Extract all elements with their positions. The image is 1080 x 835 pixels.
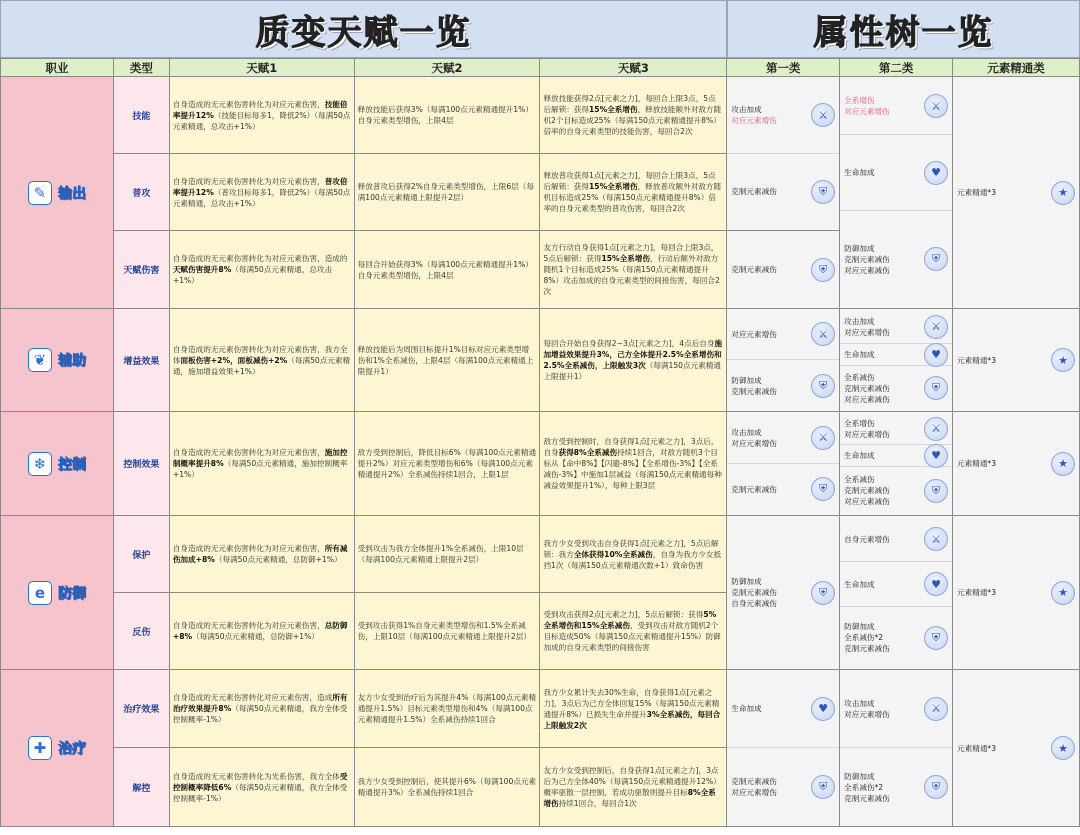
attribute-text: 克制元素减伤 bbox=[731, 777, 777, 786]
heart-icon: ♥ bbox=[924, 444, 948, 468]
talent-t2: 友方少女受到治疗后为其提升4%（每满100点元素精通提升1.5%）目标元素类型增伤和4%（每满100点元素精通提升1.5%）全系减伤持续1回合 bbox=[354, 670, 540, 748]
attribute-mastery bbox=[953, 77, 1080, 309]
sword-icon: ⚔ bbox=[924, 417, 948, 441]
mastery-label: 元素精通*3 bbox=[957, 743, 997, 753]
job-cell bbox=[1, 77, 114, 309]
attribute-label bbox=[731, 703, 761, 714]
star-icon: ★ bbox=[1051, 452, 1075, 476]
attribute-text: 全系减伤 bbox=[844, 372, 875, 382]
attribute-node bbox=[727, 231, 839, 308]
attribute-cat2 bbox=[840, 309, 953, 412]
attribute-text: 对应元素减伤 bbox=[844, 497, 890, 506]
talent-type: 解控 bbox=[113, 748, 169, 827]
talent-t2: 受到攻击为我方全体提升1%全系减伤，上限10层（每满100点元素精通上限提升2层） bbox=[354, 516, 540, 593]
talent-t1: 自身造成的无元素伤害转化为对应元素伤害，我方全体面板伤害+2%，面板减伤+2%（每满50点元素精通，施加增益效果+1%） bbox=[169, 309, 354, 412]
attribute-text: 对应元素增伤 bbox=[731, 788, 777, 797]
talent-row bbox=[1, 77, 1080, 154]
attribute-label bbox=[731, 186, 777, 197]
attribute-mastery bbox=[953, 670, 1080, 827]
column-header: 天赋1 bbox=[169, 59, 354, 77]
shield-icon: ⛨ bbox=[811, 180, 835, 204]
heart-icon: ♥ bbox=[924, 161, 948, 185]
attribute-label bbox=[731, 264, 777, 275]
attribute-node bbox=[840, 78, 952, 135]
attribute-label bbox=[844, 316, 890, 338]
attribute-text: 克制元素减伤 bbox=[731, 265, 777, 274]
attribute-cat2 bbox=[840, 412, 953, 516]
attribute-banner bbox=[727, 0, 1080, 58]
talent-row bbox=[1, 516, 1080, 593]
attribute-label bbox=[731, 776, 777, 798]
column-header: 天赋3 bbox=[540, 59, 727, 77]
star-icon: ★ bbox=[1051, 736, 1075, 760]
quill-icon: ✎ bbox=[28, 181, 52, 205]
talent-type: 天赋伤害 bbox=[113, 231, 169, 309]
shield-e-icon: e bbox=[28, 581, 52, 605]
attribute-text: 生命加成 bbox=[844, 579, 875, 589]
attribute-label bbox=[844, 418, 890, 440]
shield-icon: ⛨ bbox=[924, 626, 948, 650]
attribute-text: 生命加成 bbox=[844, 168, 875, 177]
attribute-label bbox=[731, 375, 777, 397]
attribute-text: 对应元素增伤 bbox=[844, 327, 890, 337]
attribute-text: 克制元素减伤 bbox=[844, 793, 890, 803]
attribute-label bbox=[844, 698, 890, 720]
attribute-text: 防御加成 bbox=[844, 622, 875, 631]
attribute-text: 克制元素减伤 bbox=[731, 386, 777, 396]
talent-t2: 受到攻击获得1%自身元素类型增伤和1.5%全系减伤，上限10层（每满100点元素精通上限提升2层） bbox=[354, 593, 540, 670]
attribute-text: 全系减伤*2 bbox=[844, 782, 884, 792]
column-header: 第二类 bbox=[840, 59, 953, 77]
talent-type: 治疗效果 bbox=[113, 670, 169, 748]
job-cell bbox=[1, 516, 114, 670]
attribute-node bbox=[840, 467, 952, 514]
attribute-cat1 bbox=[727, 231, 840, 309]
attribute-label bbox=[844, 771, 890, 804]
talent-banner bbox=[0, 0, 727, 58]
attribute-label bbox=[731, 104, 777, 126]
talent-t2: 释放普攻后获得2%自身元素类型增伤，上限6层（每满100点元素精通上限提升2层） bbox=[354, 154, 540, 231]
heart-icon: ♥ bbox=[811, 697, 835, 721]
talent-t3: 我方少女累计失去30%生命，自身获得1点[元素之力]，3点后为己方全体回复15%（每满150点元素精通提升8%）已损失生命并提升3%全系减伤，每回合上限触发2次 bbox=[540, 670, 727, 748]
heart-icon: ♥ bbox=[924, 343, 948, 367]
attribute-label bbox=[844, 372, 890, 405]
attribute-text: 对应元素增伤 bbox=[844, 429, 890, 439]
attribute-node bbox=[840, 310, 952, 344]
attribute-text: 防御加成 bbox=[731, 577, 762, 586]
attribute-text: 对应元素减伤 bbox=[844, 394, 890, 404]
attribute-text: 克制元素减伤 bbox=[844, 644, 890, 653]
attribute-node bbox=[840, 135, 952, 211]
sword-icon: ⚔ bbox=[924, 697, 948, 721]
mastery-label: 元素精通*3 bbox=[957, 355, 997, 365]
talent-t3: 受到攻击获得2点[元素之力]，5点后解锁：获得5%全系增伤和15%全系减伤，受到攻击对敌方随机2个目标造成50%（每满150点元素精通提升15%）防御加成的自身元素类型的间接伤害 bbox=[540, 593, 727, 670]
attribute-label bbox=[731, 427, 777, 449]
attribute-text: 自身元素增伤 bbox=[844, 534, 890, 544]
talent-t1: 自身造成的无元素伤害转化为对应元素伤害，所有减伤加成+8%（每满50点元素精通，总防御+1%） bbox=[169, 516, 354, 593]
talent-t2: 每回合开始获得3%（每满100点元素精通提升1%）自身元素类型增伤，上限4层 bbox=[354, 231, 540, 309]
attribute-text: 对应元素减伤 bbox=[844, 265, 890, 275]
attribute-cat1 bbox=[727, 670, 840, 827]
column-header: 元素精通类 bbox=[953, 59, 1080, 77]
attribute-mastery bbox=[953, 516, 1080, 670]
attribute-text: 全系增伤 bbox=[844, 418, 875, 428]
attribute-node bbox=[727, 464, 839, 515]
sword-icon: ⚔ bbox=[811, 426, 835, 450]
attribute-text: 生命加成 bbox=[844, 350, 875, 359]
shield-icon: ⛨ bbox=[811, 581, 835, 605]
attribute-label bbox=[844, 474, 890, 507]
attribute-text: 防御加成 bbox=[731, 375, 762, 385]
talent-t1: 自身造成的无元素伤害转化为光系伤害，我方全体受控制概率降低6%（每满50点元素精通，我方全体受控制概率-1%） bbox=[169, 748, 354, 827]
talent-t3: 友方少女受到控制后，自身获得1点[元素之力]，3点后为己方全体40%（每满150点元素精通提升12%）概率驱散一层控制，若成功驱散则提升目标8%全系增伤持续1回合，每回合1次 bbox=[540, 748, 727, 827]
attribute-label bbox=[731, 576, 777, 609]
talent-type: 保护 bbox=[113, 516, 169, 593]
attribute-node bbox=[840, 670, 952, 748]
attribute-text: 生命加成 bbox=[844, 451, 875, 460]
attribute-text: 克制元素减伤 bbox=[731, 588, 777, 597]
attribute-mastery bbox=[953, 412, 1080, 516]
attribute-cat1 bbox=[727, 77, 840, 231]
attribute-cat1 bbox=[727, 309, 840, 412]
attribute-text: 全系减伤 bbox=[844, 475, 875, 484]
job-cell bbox=[1, 309, 114, 412]
attribute-text: 攻击加成 bbox=[731, 427, 762, 437]
attribute-text: 克制元素减伤 bbox=[844, 254, 890, 264]
attribute-text: 攻击加成 bbox=[844, 316, 875, 326]
attribute-node bbox=[840, 344, 952, 366]
attribute-mastery bbox=[953, 309, 1080, 412]
star-icon: ★ bbox=[1051, 581, 1075, 605]
attribute-node bbox=[840, 366, 952, 410]
attribute-text: 对应元素增伤 bbox=[731, 116, 777, 125]
attribute-cat1 bbox=[727, 516, 840, 670]
sword-icon: ⚔ bbox=[924, 94, 948, 118]
column-header: 职业 bbox=[1, 59, 114, 77]
talent-type: 控制效果 bbox=[113, 412, 169, 516]
mastery-node bbox=[953, 581, 1079, 605]
talent-type: 反伤 bbox=[113, 593, 169, 670]
attribute-text: 对应元素增伤 bbox=[731, 329, 777, 339]
shield-icon: ⛨ bbox=[811, 258, 835, 282]
attribute-text: 全系减伤*2 bbox=[844, 633, 884, 642]
talent-t3: 释放技能获得2点[元素之力]，每回合上限3点，5点后解锁：获得15%全系增伤，释放技能额外对敌方随机2个目标造成25%（每满150点元素精通提升8%）倍率的自身元素类型的技能伤害，每回合2次 bbox=[540, 77, 727, 154]
talent-t2: 释放技能后为周围目标提升1%目标对应元素类型增伤和1%全系减伤，上限4层（每满100点元素精通上限提升1） bbox=[354, 309, 540, 412]
attribute-node bbox=[727, 516, 839, 669]
talent-type: 普攻 bbox=[113, 154, 169, 231]
star-icon: ★ bbox=[1051, 348, 1075, 372]
attribute-label bbox=[844, 534, 890, 545]
snowflake-icon: ❄ bbox=[28, 452, 52, 476]
shield-icon: ⛨ bbox=[924, 479, 948, 503]
attribute-text: 攻击加成 bbox=[844, 698, 875, 708]
talent-t2: 释放技能后获得3%（每满100点元素精通提升1%）自身元素类型增伤，上限4层 bbox=[354, 77, 540, 154]
talent-t3: 敌方受到控制时，自身获得1点[元素之力]，3点后，自身获得8%全系减伤持续1回合，对敌方随机3个目标从【命中8%】【闪避-8%】【全系增伤-3%】【全系减伤-3%】中施加1层减益（每满150点元素精通每种减益效果提升1%），每种上限3层 bbox=[540, 412, 727, 516]
attribute-label bbox=[844, 621, 890, 654]
wings-icon: ❦ bbox=[28, 348, 52, 372]
sword-icon: ⚔ bbox=[924, 527, 948, 551]
shield-icon: ⛨ bbox=[924, 247, 948, 271]
talent-t1: 自身造成的无元素伤害转化对应元素伤害，造成所有治疗效果提升8%（每满50点元素精通，我方全体受控制概率-1%） bbox=[169, 670, 354, 748]
attribute-node bbox=[727, 748, 839, 826]
job-name: 控制 bbox=[57, 456, 86, 473]
shield-icon: ⛨ bbox=[811, 775, 835, 799]
header-row bbox=[1, 59, 1080, 77]
attribute-label bbox=[844, 243, 890, 276]
shield-icon: ⛨ bbox=[811, 477, 835, 501]
talent-row bbox=[1, 670, 1080, 748]
attribute-node bbox=[727, 154, 839, 230]
attribute-label bbox=[844, 167, 874, 178]
talent-table bbox=[0, 58, 1080, 827]
attribute-node bbox=[727, 78, 839, 154]
talent-t3: 友方行动自身获得1点[元素之力]，每回合上限3点，5点后解锁：获得15%全系增伤，行动后额外对敌方随机1个目标造成25%（每满150点元素精通提升8%）攻击加成的自身元素类型的间接伤害，每回合2次 bbox=[540, 231, 727, 309]
attribute-node bbox=[727, 309, 839, 360]
job-cell bbox=[1, 412, 114, 516]
attribute-node bbox=[840, 562, 952, 607]
heart-icon: ♥ bbox=[924, 572, 948, 596]
attribute-cat1 bbox=[727, 412, 840, 516]
talent-t3: 每回合开始自身获得2~3点[元素之力]，4点后自身施加增益效果提升3%，己方全体提升2.5%全系增伤和2.5%全系减伤，上限触发3次（每满150点元素精通上限提升1） bbox=[540, 309, 727, 412]
attribute-text: 对应元素增伤 bbox=[844, 107, 890, 116]
attribute-label bbox=[731, 329, 777, 340]
attribute-cat2 bbox=[840, 77, 953, 309]
attribute-label bbox=[844, 450, 874, 461]
shield-icon: ⛨ bbox=[924, 775, 948, 799]
attribute-text: 对应元素增伤 bbox=[731, 438, 777, 448]
attribute-text: 攻击加成 bbox=[731, 105, 762, 114]
attribute-node bbox=[727, 360, 839, 411]
talent-row bbox=[1, 412, 1080, 516]
attribute-cat2 bbox=[840, 516, 953, 670]
attribute-node bbox=[727, 413, 839, 464]
attribute-text: 生命加成 bbox=[731, 704, 762, 713]
attribute-text: 防御加成 bbox=[844, 243, 875, 253]
talent-banner-title: 质变天赋一览 bbox=[255, 12, 472, 53]
attribute-node bbox=[840, 211, 952, 307]
mastery-label: 元素精通*3 bbox=[957, 588, 997, 597]
talent-t1: 自身造成的无元素伤害转化为对应元素伤害，技能倍率提升12%（技能目标每多1，降低2%）（每满50点元素精通，总攻击+1%） bbox=[169, 77, 354, 154]
attribute-cat2 bbox=[840, 670, 953, 827]
attribute-label bbox=[844, 349, 874, 360]
mastery-label: 元素精通*3 bbox=[957, 459, 997, 468]
talent-t2: 我方少女受到控制后，使其提升6%（每满100点元素精通提升3%）全系减伤持续1回合 bbox=[354, 748, 540, 827]
job-name: 辅助 bbox=[57, 353, 86, 369]
attribute-banner-title: 属性树一览 bbox=[813, 12, 994, 53]
mastery-label: 元素精通*3 bbox=[957, 188, 997, 197]
sword-icon: ⚔ bbox=[811, 322, 835, 346]
mastery-node bbox=[953, 736, 1079, 760]
attribute-node bbox=[727, 670, 839, 748]
job-name: 输出 bbox=[57, 185, 86, 202]
mastery-node bbox=[953, 452, 1079, 476]
sword-icon: ⚔ bbox=[924, 315, 948, 339]
attribute-text: 全系增伤 bbox=[844, 96, 875, 105]
talent-t2: 敌方受到控制后，降低目标6%（每满100点元素精通提升2%）对应元素类型增伤和6%（每满100点元素精通提升2%）全系减伤持续1回合，上限1层 bbox=[354, 412, 540, 516]
attribute-text: 自身元素减伤 bbox=[731, 599, 777, 608]
talent-row bbox=[1, 309, 1080, 412]
attribute-text: 克制元素减伤 bbox=[844, 383, 890, 393]
attribute-label bbox=[844, 95, 890, 117]
job-name: 治疗 bbox=[57, 741, 86, 757]
job-name: 防御 bbox=[57, 585, 86, 602]
attribute-text: 对应元素增伤 bbox=[844, 709, 890, 719]
attribute-node bbox=[840, 517, 952, 562]
attribute-node bbox=[840, 413, 952, 445]
shield-icon: ⛨ bbox=[811, 374, 835, 398]
column-header: 类型 bbox=[113, 59, 169, 77]
talent-t1: 自身造成的无元素伤害转化为对应元素伤害，总防御+8%（每满50点元素精通，总防御+1%） bbox=[169, 593, 354, 670]
talent-t1: 自身造成的无元素伤害转化为对应元素伤害，普攻倍率提升12%（普攻目标每多1，降低2%）（每满50点元素精通，总攻击+1%） bbox=[169, 154, 354, 231]
attribute-text: 克制元素减伤 bbox=[731, 484, 777, 494]
talent-t3: 释放普攻获得1点[元素之力]，每回合上限3点，5点后解锁：获得15%全系增伤，释放普攻额外对敌方随机目标造成25%（每满150点元素精通提升8%）倍率的自身元素类型的普攻伤害，每回合2次 bbox=[540, 154, 727, 231]
attribute-node bbox=[840, 445, 952, 467]
job-cell bbox=[1, 670, 114, 827]
star-icon: ★ bbox=[1051, 181, 1075, 205]
column-header: 第一类 bbox=[727, 59, 840, 77]
attribute-node bbox=[840, 748, 952, 826]
attribute-label bbox=[731, 484, 777, 495]
cross-icon: ✚ bbox=[28, 736, 52, 760]
attribute-text: 克制元素减伤 bbox=[731, 187, 777, 196]
talent-t1: 自身造成的无元素伤害转化为对应元素伤害，施加控制概率提升8%（每满50点元素精通，施加控制概率+1%） bbox=[169, 412, 354, 516]
talent-t1: 自身造成的无元素伤害转化为对应元素伤害，造成的天赋伤害提升8%（每满50点元素精通，总攻击+1%） bbox=[169, 231, 354, 309]
column-header: 天赋2 bbox=[354, 59, 540, 77]
attribute-text: 克制元素减伤 bbox=[844, 486, 890, 495]
talent-t3: 我方少女受到攻击自身获得1点[元素之力]，5点后解锁：我方全体获得10%全系减伤，自身为我方少女抵挡1次（每满150点元素精通次数+1）致命伤害 bbox=[540, 516, 727, 593]
mastery-node bbox=[953, 181, 1079, 205]
sword-icon: ⚔ bbox=[811, 103, 835, 127]
shield-icon: ⛨ bbox=[924, 376, 948, 400]
attribute-node bbox=[840, 607, 952, 668]
talent-type: 技能 bbox=[113, 77, 169, 154]
attribute-label bbox=[844, 579, 874, 590]
talent-type: 增益效果 bbox=[113, 309, 169, 412]
attribute-text: 防御加成 bbox=[844, 771, 875, 781]
mastery-node bbox=[953, 348, 1079, 372]
